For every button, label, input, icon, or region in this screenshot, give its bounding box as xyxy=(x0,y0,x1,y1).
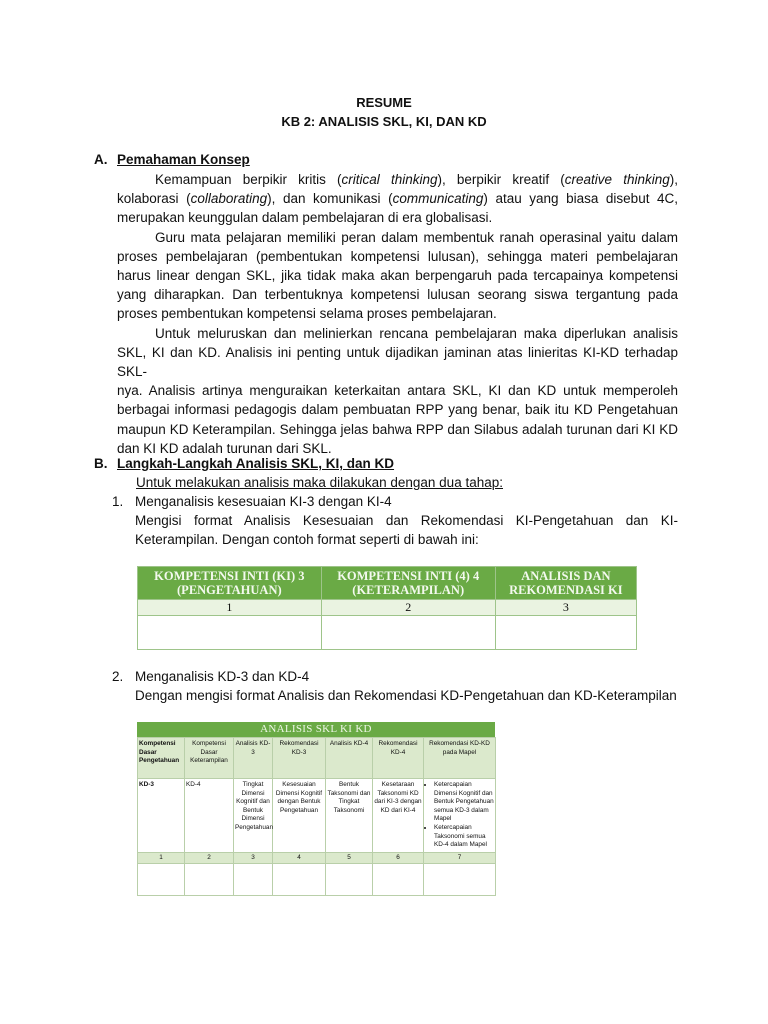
step-2-desc: Dengan mengisi format Analisis dan Rekomendasi KD-Pengetahuan dan KD-Keterampilan xyxy=(135,688,677,703)
table-header-cell: Rekomendasi KD-KD pada Mapel xyxy=(424,738,496,779)
p3-line: nya. Analisis artinya menguraikan keterkaitan antara SKL, KI dan KD untuk memperoleh xyxy=(117,383,678,399)
kd-table-grid xyxy=(137,737,496,896)
table-header-cell xyxy=(321,567,495,600)
table-number-cell: 1 xyxy=(138,600,322,616)
table-number-cell: 5 xyxy=(326,852,373,864)
table-number-cell: 2 xyxy=(185,852,234,864)
table-empty-cell xyxy=(424,864,496,896)
header-line: ANALISIS DAN xyxy=(521,569,611,583)
table-cell: KD-3 xyxy=(138,779,185,853)
kd-analysis-table xyxy=(137,722,495,896)
p2-line: proses pembentukan kompetensi selama proses pembelajaran. xyxy=(117,306,497,322)
step-1-desc-line: Keterampilan. Dengan contoh format seperti di bawah ini: xyxy=(135,532,479,547)
table-number-cell: 3 xyxy=(495,600,636,616)
section-a-heading xyxy=(94,152,250,167)
section-a-title: Pemahaman Konsep xyxy=(117,152,250,167)
p3-line: dan KI KD adalah turunan dari SKL. xyxy=(117,440,332,456)
step-1-number: 1. xyxy=(112,494,124,509)
doc-title: RESUME xyxy=(356,95,412,110)
section-b-number: B. xyxy=(94,456,108,471)
step-1-desc-line: Mengisi format Analisis Kesesuaian dan Rekomendasi KI-Pengetahuan dan KI- xyxy=(135,513,678,528)
table-empty-cell xyxy=(273,864,326,896)
p3-line: berbagai informasi pedagogis dalam pembuatan RPP yang benar, baik itu KD Pengetahuan xyxy=(117,402,678,418)
p2-line: harus linear dengan SKL, jika tidak maka akan berpengaruh pada tercapainya kompetensi xyxy=(117,268,678,284)
kd-table-title: ANALISIS SKL KI KD xyxy=(137,722,495,737)
table-cell xyxy=(424,779,496,853)
table-empty-cell xyxy=(138,864,185,896)
table-cell: KD-4 xyxy=(185,779,234,853)
header-line: (PENGETAHUAN) xyxy=(177,583,282,597)
p3-line: Untuk meluruskan dan melinierkan rencana pembelajaran maka diperlukan analisis xyxy=(155,325,678,341)
table-cell: Kesetaraan Taksonomi KD dari KI-3 dengan KD dari KI-4 xyxy=(373,779,424,853)
table-empty-cell xyxy=(185,864,234,896)
table-number-cell: 3 xyxy=(234,852,273,864)
p1-line: Kemampuan berpikir kritis (critical thinking), berpikir kreatif (creative thinking), xyxy=(155,172,678,187)
step-2-number: 2. xyxy=(112,669,124,684)
ki-analysis-table xyxy=(137,566,637,650)
table-header-row xyxy=(138,567,637,600)
table-header-cell: Rekomendasi KD-4 xyxy=(373,738,424,779)
p1-line: merupakan keunggulan dalam pembelajaran di era globalisasi. xyxy=(117,210,493,226)
table-header-cell xyxy=(495,567,636,600)
p2-line: proses pembelajaran (pembentukan kompetensi lulusan), sehingga materi pembelajaran xyxy=(117,248,678,264)
table-cell: Tingkat Dimensi Kognitif dan Bentuk Dimensi Pengetahuan xyxy=(234,779,273,853)
list-item: • Ketercapaian Dimensi Kognitif dan Bentuk Pengetahuan semua KD-3 dalam Mapel xyxy=(434,781,494,824)
table-number-cell: 7 xyxy=(424,852,496,864)
p3-line: maupun KD Keterampilan. Sehingga jelas bahwa RPP dan Silabus adalah turunan dari KI KD xyxy=(117,421,678,437)
table-cell: Kesesuaian Dimensi Kognitif dengan Bentuk Pengetahuan xyxy=(273,779,326,853)
step-2-heading xyxy=(112,669,309,684)
table-row xyxy=(138,779,496,853)
step-1-heading xyxy=(112,494,392,509)
recommendation-list xyxy=(425,781,494,850)
table-number-cell: 4 xyxy=(273,852,326,864)
table-empty-cell xyxy=(321,616,495,650)
header-line: REKOMENDASI KI xyxy=(509,583,623,597)
header-line: KOMPETENSI INTI (4) 4 xyxy=(337,569,480,583)
step-2-title: Menganalisis KD-3 dan KD-4 xyxy=(135,669,310,684)
table-number-row xyxy=(138,600,637,616)
table-header-cell: Analisis KD-3 xyxy=(234,738,273,779)
header-line: KOMPETENSI INTI (KI) 3 xyxy=(154,569,305,583)
table-number-cell: 2 xyxy=(321,600,495,616)
section-b-intro: Untuk melakukan analisis maka dilakukan dengan dua tahap: xyxy=(136,475,503,490)
table-empty-cell xyxy=(234,864,273,896)
table-empty-cell xyxy=(373,864,424,896)
list-item: • Ketercapaian Taksonomi semua KD-4 dalam Mapel xyxy=(434,824,494,850)
table-empty-row xyxy=(138,864,496,896)
section-a-body xyxy=(117,170,678,458)
table-empty-row xyxy=(138,616,637,650)
table-number-row xyxy=(138,852,496,864)
table-cell: Bentuk Taksonomi dan Tingkat Taksonomi xyxy=(326,779,373,853)
step-1-title: Menganalisis kesesuaian KI-3 dengan KI-4 xyxy=(135,494,392,509)
table-header-cell: Kompetensi Dasar Pengetahuan xyxy=(138,738,185,779)
section-b-title: Langkah-Langkah Analisis SKL, KI, dan KD xyxy=(117,456,395,471)
section-a-number: A. xyxy=(94,152,108,167)
table-header-cell: Analisis KD-4 xyxy=(326,738,373,779)
table-header-cell: Kompetensi Dasar Keterampilan xyxy=(185,738,234,779)
table-number-cell: 6 xyxy=(373,852,424,864)
table-header-row xyxy=(138,738,496,779)
header-line: (KETERAMPILAN) xyxy=(352,583,465,597)
p2-line: Guru mata pelajaran memiliki peran dalam membentuk ranah operasinal yaitu dalam xyxy=(155,229,678,245)
table-empty-cell xyxy=(326,864,373,896)
p2-line: yang diharapkan. Dan terbentuknya kompetensi lulusan seorang siswa tergantung pada xyxy=(117,287,678,303)
p3-line: SKL, KI dan KD. Analisis ini penting untuk dijadikan jaminan atas linieritas KI-KD terhadap SKL- xyxy=(117,344,678,380)
p1-line: kolaborasi (collaborating), dan komunikasi (communicating) atau yang biasa disebut 4C, xyxy=(117,191,679,207)
table-empty-cell xyxy=(495,616,636,650)
table-header-cell: Rekomendasi KD-3 xyxy=(273,738,326,779)
section-b-heading xyxy=(94,456,394,471)
table-empty-cell xyxy=(138,616,322,650)
table-header-cell xyxy=(138,567,322,600)
table-number-cell: 1 xyxy=(138,852,185,864)
doc-subtitle: KB 2: ANALISIS SKL, KI, DAN KD xyxy=(281,114,487,129)
